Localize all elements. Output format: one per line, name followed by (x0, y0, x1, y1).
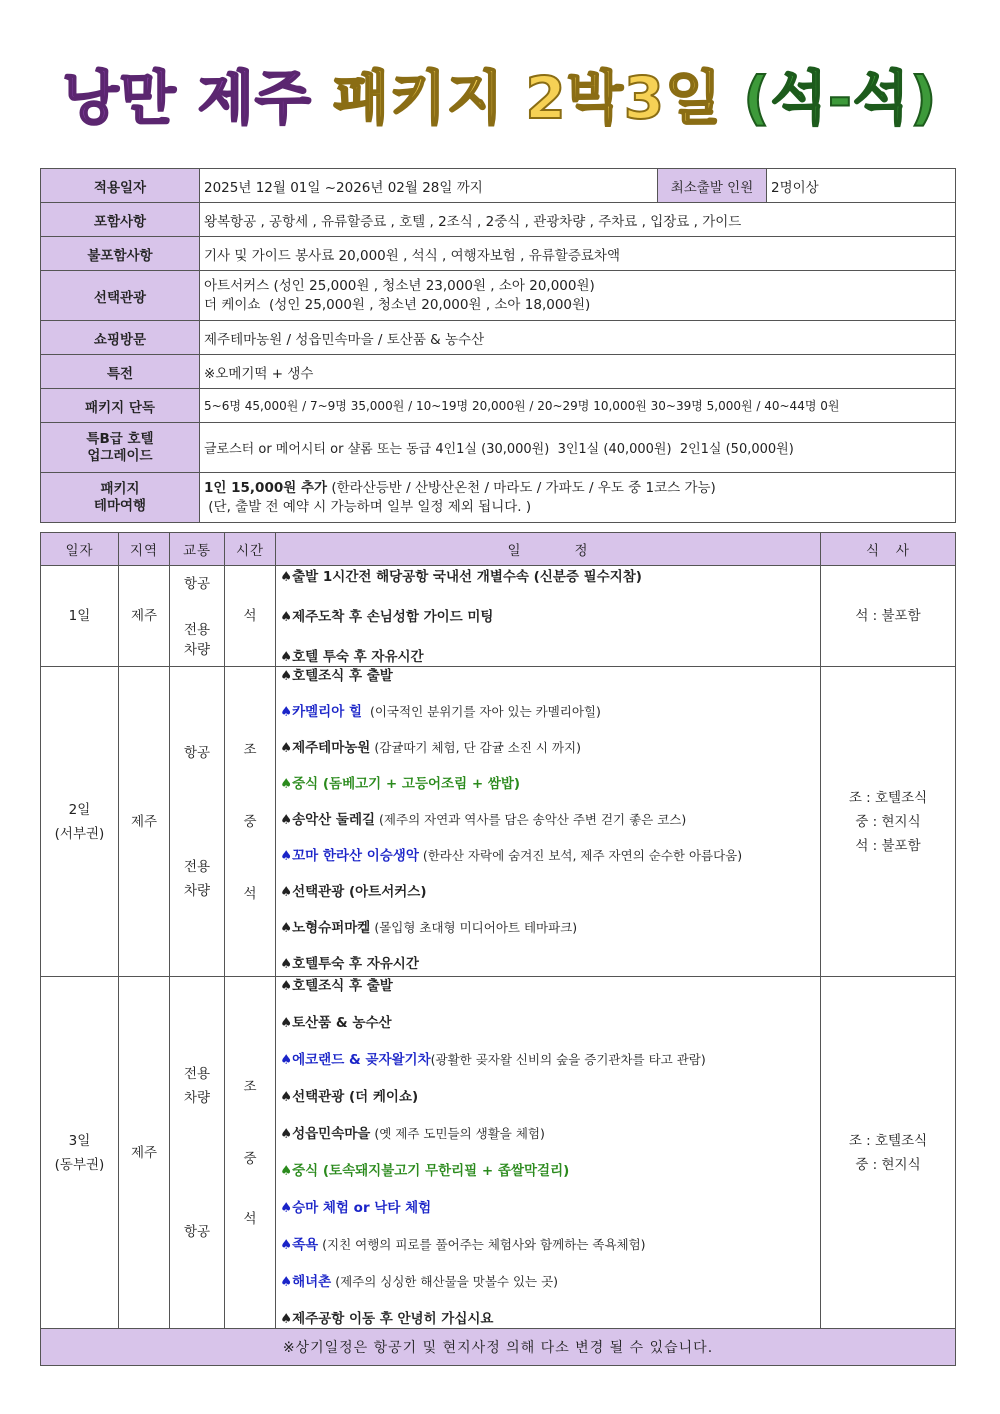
info-row-upgrade (41, 423, 956, 473)
day1-transport-3: 차량 (183, 642, 211, 658)
day3-time-1: 조 (243, 1078, 257, 1095)
theme-value (200, 473, 956, 523)
day3-item-3-desc: (광활한 곶자왈 신비의 숲을 증기관차를 타고 관람) (430, 1052, 706, 1067)
day3-meal-1: 조 : 호텔조식 (848, 1132, 928, 1149)
header-plan: 일 정 (276, 533, 821, 566)
day3-item-9-desc: (제주의 싱싱한 해산물을 맛볼수 있는 곳) (331, 1274, 559, 1289)
shopping-value: 제주테마농원 / 성읍민속마을 / 토산품 & 농수산 (200, 321, 956, 355)
day2-row (41, 667, 956, 977)
day3-item-5-name: ♠성읍민속마을 (280, 1126, 371, 1142)
day2-item-5-desc: (제주의 자연과 역사를 담은 송악산 주변 걷기 좋은 코스) (375, 812, 687, 827)
schedule-header (41, 533, 956, 566)
day3-item-3 (280, 1051, 820, 1069)
day2-time (225, 667, 276, 977)
info-row-shopping (41, 321, 956, 355)
day2-meal-3: 석 : 불포함 (855, 837, 921, 854)
day3-transport-2: 차량 (183, 1089, 211, 1106)
min-value: 2명이상 (767, 169, 956, 203)
day2-time-2: 중 (243, 813, 257, 830)
title-part-1: 낭만 제주 (62, 64, 312, 132)
day2-item-2 (280, 703, 820, 721)
schedule-table (40, 532, 956, 1366)
day1-plan (276, 566, 821, 667)
day2-transport-2: 전용 (183, 858, 211, 875)
day2-time-1: 조 (243, 741, 257, 758)
theme-label (41, 473, 200, 523)
period-label: 적용일자 (41, 169, 200, 203)
day1-time: 석 (225, 566, 276, 667)
theme-courses: (한라산등반 / 산방산온천 / 마라도 / 가파도 / 우도 중 1코스 가능) (327, 479, 716, 496)
special-label: 특전 (41, 355, 200, 389)
day2-item-3-desc: (감귤따기 체험, 단 감귤 소진 시 까지) (370, 740, 581, 755)
day1-meal: 석 : 불포함 (821, 566, 956, 667)
upgrade-label (41, 423, 200, 473)
day3-item-5-desc: (옛 제주 도민들의 생활을 체험) (370, 1126, 545, 1141)
day3-area: (동부권) (54, 1156, 105, 1173)
day1-row (41, 566, 956, 667)
day2-meal-2: 중 : 현지식 (855, 813, 921, 830)
day3-item-5 (280, 1125, 820, 1143)
day3-item-8-desc: (지친 여행의 피로를 풀어주는 체험사와 함께하는 족욕체험) (318, 1237, 646, 1252)
day3-item-7: ♠승마 체험 or 낙타 체험 (280, 1200, 432, 1216)
theme-line-1 (204, 479, 951, 498)
day1-item-3: ♠호텔 투숙 후 자유시간 (280, 649, 424, 665)
day2-item-5-name: ♠송악산 둘레길 (280, 812, 376, 828)
info-row-period (41, 169, 956, 203)
info-row-solo (41, 389, 956, 423)
day2-item-4: ♠중식 (돔베고기 + 고등어조림 + 쌈밥) (280, 776, 521, 792)
day3-region: 제주 (119, 977, 170, 1329)
day1-transport-2: 전용 (183, 622, 211, 638)
day2-item-8-desc: (몰입형 초대형 미디어아트 테마파크) (370, 920, 578, 935)
theme-label-1: 패키지 (100, 480, 140, 497)
day2-item-2-desc: (이국적인 분위기를 자아 있는 카멜리아힐) (362, 704, 601, 719)
day2-item-7: ♠선택관광 (아트서커스) (280, 884, 427, 900)
day3-item-1: ♠호텔조식 후 출발 (280, 978, 393, 994)
day2-region: 제주 (119, 667, 170, 977)
day2-item-8 (280, 919, 820, 937)
day2-transport (170, 667, 225, 977)
day2-day (41, 667, 119, 977)
upgrade-label-1: 특B급 호텔 (86, 430, 154, 447)
excluded-label: 불포함사항 (41, 237, 200, 271)
day3-transport-1: 전용 (183, 1065, 211, 1082)
day1-transport (170, 566, 225, 667)
shopping-label: 쇼핑방문 (41, 321, 200, 355)
day3-item-3-name: ♠에코랜드 & 곶자왈기차 (280, 1052, 431, 1068)
day3-item-9 (280, 1273, 820, 1291)
day1-region: 제주 (119, 566, 170, 667)
day2-item-3 (280, 739, 820, 757)
included-value: 왕복항공 , 공항세 , 유류할증료 , 호텔 , 2조식 , 2중식 , 관광차량 , 주차료 , 입장료 , 가이드 (200, 203, 956, 237)
day2-area: (서부권) (54, 825, 105, 842)
upgrade-label-2: 업그레이드 (87, 447, 153, 464)
included-label: 포함사항 (41, 203, 200, 237)
day2-item-3-name: ♠제주테마농원 (280, 740, 371, 756)
upgrade-value: 글로스터 or 메어시티 or 샬롬 또는 동급 4인1실 (30,000원) 3인1실 (40,000원) 2인1실 (50,000원) (200, 423, 956, 473)
day2-day-label: 2일 (68, 801, 91, 818)
day1-item-1: ♠출발 1시간전 해당공항 국내선 개별수속 (신분증 필수지참) (280, 569, 642, 585)
header-day: 일자 (41, 533, 119, 566)
day3-day (41, 977, 119, 1329)
page-title (0, 58, 1000, 138)
day3-item-9-name: ♠해녀촌 (280, 1274, 332, 1290)
special-value: ※오메기떡 + 생수 (200, 355, 956, 389)
schedule-footer (41, 1329, 956, 1366)
period-value: 2025년 12월 01일 ~2026년 02월 28일 까지 (200, 169, 658, 203)
day3-row (41, 977, 956, 1329)
day2-plan (276, 667, 821, 977)
solo-value: 5~6명 45,000원 / 7~9명 35,000원 / 10~19명 20,000원 / 20~29명 10,000원 30~39명 5,000원 / 40~44명 0원 (200, 389, 956, 423)
info-row-excluded (41, 237, 956, 271)
day2-meal-1: 조 : 호텔조식 (848, 789, 928, 806)
day3-time-3: 석 (243, 1210, 257, 1227)
info-row-special (41, 355, 956, 389)
day2-time-3: 석 (243, 885, 257, 902)
day3-meal-2: 중 : 현지식 (855, 1156, 921, 1173)
day2-item-1: ♠호텔조식 후 출발 (280, 668, 393, 684)
info-table (40, 168, 956, 523)
theme-price: 1인 15,000원 추가 (204, 479, 328, 496)
info-row-included (41, 203, 956, 237)
day3-day-label: 3일 (68, 1132, 91, 1149)
day2-transport-3: 차량 (183, 882, 211, 899)
day3-meal (821, 977, 956, 1329)
day3-item-6: ♠중식 (토속돼지불고기 무한리필 + 좁쌀막걸리) (280, 1163, 570, 1179)
optional-line-1: 아트서커스 (성인 25,000원 , 청소년 23,000원 , 소아 20,000원) (204, 277, 595, 294)
day2-transport-1: 항공 (183, 744, 211, 761)
day2-item-6 (280, 847, 820, 865)
day2-item-9: ♠호텔투숙 후 자유시간 (280, 956, 419, 972)
header-time: 시간 (225, 533, 276, 566)
optional-line-2: 더 케이쇼 (성인 25,000원 , 청소년 20,000원 , 소아 18,000원) (204, 296, 591, 313)
day3-transport-3: 항공 (183, 1223, 211, 1240)
info-row-theme (41, 473, 956, 523)
day3-item-10: ♠제주공항 이동 후 안녕히 가십시요 (280, 1311, 494, 1327)
day2-item-6-name: ♠꼬마 한라산 이승생악 (280, 848, 419, 864)
header-meal: 식 사 (821, 533, 956, 566)
header-region: 지역 (119, 533, 170, 566)
excluded-value: 기사 및 가이드 봉사료 20,000원 , 석식 , 여행자보험 , 유류할증료차액 (200, 237, 956, 271)
optional-label: 선택관광 (41, 271, 200, 321)
footer-note: ※상기일정은 항공기 및 현지사정 의해 다소 변경 될 수 있습니다. (41, 1329, 956, 1366)
day3-item-8 (280, 1236, 820, 1254)
title-part-2: 패키지 2박3일 (333, 64, 723, 132)
info-row-optional (41, 271, 956, 321)
theme-label-2: 테마여행 (93, 497, 147, 514)
title-part-3: (석-석) (743, 64, 938, 132)
day3-item-2: ♠토산품 & 농수산 (280, 1015, 392, 1031)
day2-item-6-desc: (한라산 자락에 숨겨진 보석, 제주 자연의 순수한 아름다움) (418, 848, 743, 863)
day3-plan (276, 977, 821, 1329)
day2-item-5 (280, 811, 820, 829)
day3-time-2: 중 (243, 1150, 257, 1167)
day2-item-2-name: ♠카멜리아 힐 (280, 704, 363, 720)
day3-transport (170, 977, 225, 1329)
optional-value (200, 271, 956, 321)
day1-transport-1: 항공 (183, 576, 211, 592)
day2-item-8-name: ♠노형슈퍼마켙 (280, 920, 371, 936)
day3-time (225, 977, 276, 1329)
day1-item-2: ♠제주도착 후 손님성함 가이드 미팅 (280, 609, 494, 625)
day1-day: 1일 (41, 566, 119, 667)
solo-label: 패키지 단독 (41, 389, 200, 423)
day3-item-4: ♠선택관광 (더 케이쇼) (280, 1089, 419, 1105)
day3-item-8-name: ♠족욕 (280, 1237, 319, 1253)
header-transport: 교통 (170, 533, 225, 566)
min-label: 최소출발 인원 (658, 169, 767, 203)
day2-meal (821, 667, 956, 977)
theme-line-2: (단, 출발 전 예약 시 가능하며 일부 일정 제외 됩니다. ) (204, 498, 532, 515)
